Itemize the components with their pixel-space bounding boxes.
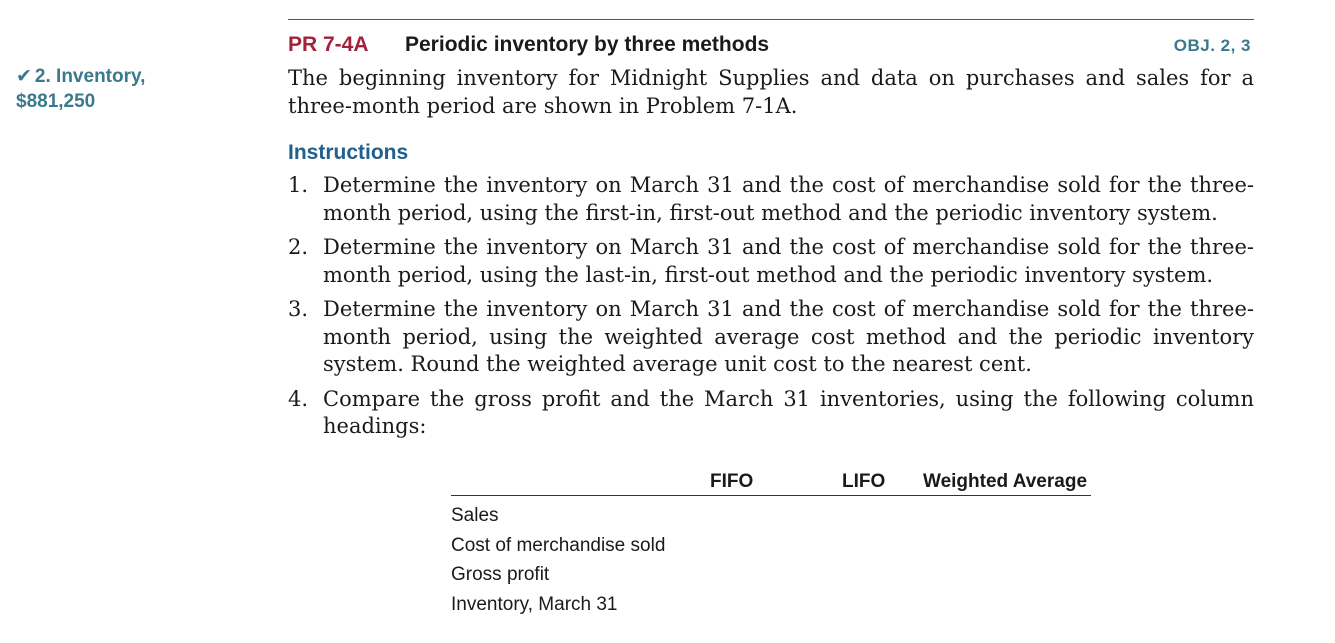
problem-intro: The beginning inventory for Midnight Supplies and data on purchases and sales for a three-month period are shown in Problem 7-1A. (288, 66, 1254, 118)
column-header-weighted-average: Weighted Average (923, 471, 1088, 492)
top-rule (288, 19, 1254, 20)
checkmark-icon: ✔ (16, 66, 32, 87)
instructions-heading: Instructions (288, 141, 409, 164)
answer-label: 2. Inventory, (34, 66, 146, 87)
instruction-step (288, 234, 1254, 289)
step-number: 4. (288, 386, 309, 411)
row-label-cost-of-merchandise-sold: Cost of merchandise sold (451, 534, 666, 556)
answer-line-1 (16, 64, 266, 89)
problem-title: Periodic inventory by three methods (405, 33, 770, 56)
answer-value: $881,250 (16, 91, 96, 112)
column-header-lifo: LIFO (842, 471, 886, 492)
comparison-table-body (451, 501, 1091, 619)
instruction-step (288, 386, 1254, 441)
row-label-inventory-march-31: Inventory, March 31 (451, 593, 618, 615)
instruction-step (288, 296, 1254, 379)
row-label-sales: Sales (451, 505, 499, 526)
instruction-steps (288, 172, 1254, 448)
instruction-step (288, 172, 1254, 227)
step-text: Compare the gross profit and the March 31 inventories, using the following column headings: (323, 386, 1254, 438)
problem-number: PR 7-4A (288, 33, 369, 56)
comparison-table-header (451, 468, 1091, 496)
answer-margin-note (16, 64, 266, 114)
step-text: Determine the inventory on March 31 and the cost of merchandise sold for the three-month period, using the first-in, first-out method and the periodic inventory system. (323, 173, 1254, 225)
step-text: Determine the inventory on March 31 and the cost of merchandise sold for the three-month period, using the last-in, first-out method and the periodic inventory system. (323, 235, 1254, 287)
step-number: 2. (288, 235, 309, 259)
problem-header (288, 33, 1254, 61)
step-number: 3. (288, 297, 309, 321)
objective-label: OBJ. 2, 3 (1173, 36, 1251, 55)
step-number: 1. (288, 173, 309, 197)
comparison-table (451, 468, 1091, 619)
step-text: Determine the inventory on March 31 and the cost of merchandise sold for the three-month period, using the weighted average cost method and the periodic inventory system. Round the weighted average unit cost to the nearest cent. (323, 297, 1254, 376)
row-label-gross-profit: Gross profit (451, 564, 550, 585)
column-header-fifo: FIFO (710, 471, 754, 492)
